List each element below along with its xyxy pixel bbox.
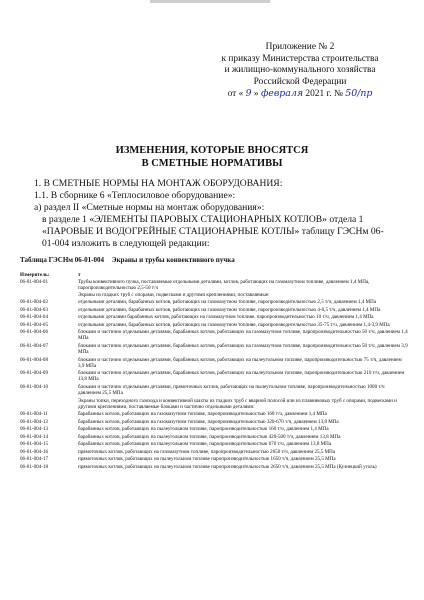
- row-text: отдельными деталями, барабанных котлов, работающих на газомазутном топливе, паропроизводительностью 4-6,5 т/ч, давлением 1,4 МПа: [78, 306, 381, 313]
- body-text: [34, 178, 384, 250]
- table-row: [20, 449, 408, 455]
- order-number: 50/пр: [345, 88, 373, 99]
- row-code: 06-01-004-13: [20, 426, 49, 433]
- row-code: 06-01-004-12: [20, 418, 49, 425]
- row-text: блоками и частично отдельными деталями, барабанных котлов, работающих на пылеугольном топливе, паропроизводительностью 75 т/ч, давлением 3,9 МПа: [78, 356, 402, 369]
- date-day: 9: [245, 88, 252, 99]
- table-row: [20, 329, 408, 341]
- appendix-line-1: Приложение № 2: [265, 42, 335, 52]
- row-code: 06-01-004-05: [20, 321, 49, 328]
- row-code: 06-01-004-17: [20, 456, 49, 463]
- table-row: [20, 434, 408, 440]
- row-code: 06-01-004-15: [20, 441, 49, 448]
- row-code: 06-01-004-08: [20, 356, 49, 363]
- row-text: прямоточных котлов, работающих на пылеугольном топливе паропроизводительностью 2650 т/ч, давлением 25,5 МПа (Кузнецкий уголь): [78, 463, 377, 470]
- table-name: Экраны и трубы конвективного пучка: [111, 256, 235, 264]
- title-line-1: ИЗМЕНЕНИЯ, КОТОРЫЕ ВНОСЯТСЯ: [115, 145, 309, 156]
- row-text: блоками и частично отдельными деталями, прямоточных котлов, работающих на пылеугольном топливе, паропроизводительностью 1000 т/ч давлением 25,5 МПа: [78, 383, 385, 397]
- table-title: [20, 256, 235, 264]
- table-row: [20, 456, 408, 462]
- row-code: 06-01-004-02: [20, 299, 49, 306]
- appendix-line-2: к приказу Министерства строительства: [221, 53, 379, 64]
- table-row: [20, 357, 408, 369]
- table-header: [20, 272, 408, 278]
- row-code: 06-01-004-03: [20, 306, 49, 313]
- page-title: [20, 145, 404, 170]
- date-prefix: от «: [227, 89, 244, 99]
- table-number: Таблица ГЭСНм 06-01-004: [20, 256, 104, 264]
- row-text: [78, 279, 408, 298]
- row-text: блоками и частично отдельными деталями, барабанных котлов, работающих на газомазутном топливе, паропроизводительностью 50 т/ч, давлением 1,4 МПа: [78, 329, 408, 342]
- row-code: 06-01-004-07: [20, 342, 49, 349]
- row-text: прямоточных котлов, работающих на газомазутном топливе, паропроизводительностью 2650 т/ч, давлением 25,5 МПа: [78, 448, 336, 455]
- table-row: [20, 411, 408, 417]
- table-row: [20, 343, 408, 355]
- intro-text-2: Экраны из гладких труб с опорами, подвесками и другими креплениями, поставляемые:: [78, 291, 270, 298]
- table-row: [20, 299, 408, 305]
- row-text: прямоточных котлов, работающих на пылеугольном топливе паропроизводительностью 1650 т/ч, давлением 25,5 МПа: [78, 456, 336, 463]
- row-text: барабанных котлов, работающих на газомазутном топливе, паропроизводительностью 320-670 т/ч, давлением 13,8 МПа: [78, 418, 339, 425]
- row-text: отдельными деталями барабанных котлов, работающих на газомазутном топливе, паропроизводительностью 10 т/ч, давлением 1,4 МПа: [78, 314, 374, 321]
- date-mid: »: [253, 89, 259, 99]
- row-text: барабанных котлов, работающих на пылеугольном топливе, паропроизводительностью 670 т/ч, давлением 13,8 МПа: [78, 441, 332, 448]
- row-code: 06-01-004-10: [20, 383, 49, 390]
- row-text: барабанных котлов, работающих на газомазутном топливе, паропроизводительностью 160 т/ч, давлением 1,4 МПа: [78, 411, 327, 418]
- row-text: барабанных котлов, работающих на пылеугольном топливе, паропроизводительностью 160 т/ч, давлением 1,4 МПа: [78, 426, 329, 433]
- table-row: [20, 419, 408, 425]
- table-row: [20, 322, 408, 328]
- table-row: [20, 307, 408, 313]
- table-row: [20, 426, 408, 432]
- row-code: 06-01-004-04: [20, 314, 49, 321]
- scan-edge-mark: [150, 0, 270, 3]
- table-row: [20, 279, 408, 298]
- appendix-block: [200, 42, 400, 101]
- intro-text: Трубы конвективного пучка, поставляемые отдельными деталями, котлов, работающих на газомазутном топливе, давлением 1,4 МПа, паропроизводительностью 2,5-50 т/ч: [78, 279, 370, 292]
- header-value: т: [78, 272, 81, 278]
- table-row: [20, 384, 408, 396]
- body-paragraph-1: 1. В СМЕТНЫЕ НОРМЫ НА МОНТАЖ ОБОРУДОВАНИЯ:: [34, 178, 283, 189]
- section-note: Экраны топки, переходного газохода и конвективной шахты из гладких труб с вварной полосой или из плавниковых труб с опорами, подвесками и другими креплениями, поставляемые блоками и частично отдельными деталями:: [78, 397, 397, 410]
- table-row: [20, 314, 408, 320]
- row-text: блоками и частично отдельными деталями, барабанных котлов, работающих на газомазутном топливе, паропроизводительностью 50 т/ч, давлением 3,9 МПа: [78, 342, 408, 356]
- row-code: 06-01-004-11: [20, 411, 48, 418]
- row-code: 06-01-004-16: [20, 448, 49, 455]
- header-label: Измеритель:: [20, 272, 50, 278]
- table-row: [20, 464, 408, 470]
- row-code: 06-01-004-01: [20, 279, 49, 286]
- date-year: 2021 г. №: [305, 89, 343, 99]
- row-text: отдельными деталями, барабанных котлов, работающих на газомазутном топливе, паропроизводительностью 2,5 т/ч, давлением 1,4 МПа: [78, 299, 377, 306]
- body-paragraph-4: в разделе 1 «ЭЛЕМЕНТЫ ПАРОВЫХ СТАЦИОНАРНЫХ КОТЛОВ» отдела 1 «ПАРОВЫЕ И ВОДОГРЕЙНЫЕ СТАЦИОНАРНЫЕ КОТЛЫ» таблицу ГЭСНм 06-01-004 изложить в следующей редакции:: [42, 214, 384, 249]
- appendix-date-line: [200, 88, 400, 101]
- row-code: 06-01-004-06: [20, 329, 49, 336]
- table-row: [20, 441, 408, 447]
- date-month: февраля: [260, 88, 304, 99]
- row-code: 06-01-004-14: [20, 433, 49, 440]
- body-paragraph-3: а) раздел II «Сметные нормы на монтаж оборудования»:: [34, 202, 265, 213]
- row-code: 06-01-004-09: [20, 370, 49, 377]
- table-row: [20, 370, 408, 382]
- appendix-line-4: Российской Федерации: [253, 76, 347, 87]
- row-text: отдельными деталями, барабанных котлов, работающих на газомазутном топливе, паропроизводительностью 35-75 т/ч, давлением 1,4-3,9 МПа: [78, 321, 390, 328]
- row-text: барабанных котлов, работающих на пылеугольном топливе, паропроизводительностью 420-500 т/ч, давлением 13,8 МПа: [78, 433, 341, 440]
- norms-table: [20, 272, 408, 471]
- title-line-2: В СМЕТНЫЕ НОРМАТИВЫ: [141, 157, 283, 169]
- body-paragraph-2: 1.1. В сборнике 6 «Теплосиловое оборудование»:: [34, 190, 236, 201]
- appendix-line-3: и жилищно-коммунального хозяйства: [224, 65, 376, 75]
- row-code: 06-01-004-18: [20, 463, 49, 470]
- row-text: блоками и частично отдельными деталями, барабанных котлов, работающих на пылеугольном топливе, паропроизводительностью 210 т/ч, давлением 13,8 МПа: [78, 370, 405, 383]
